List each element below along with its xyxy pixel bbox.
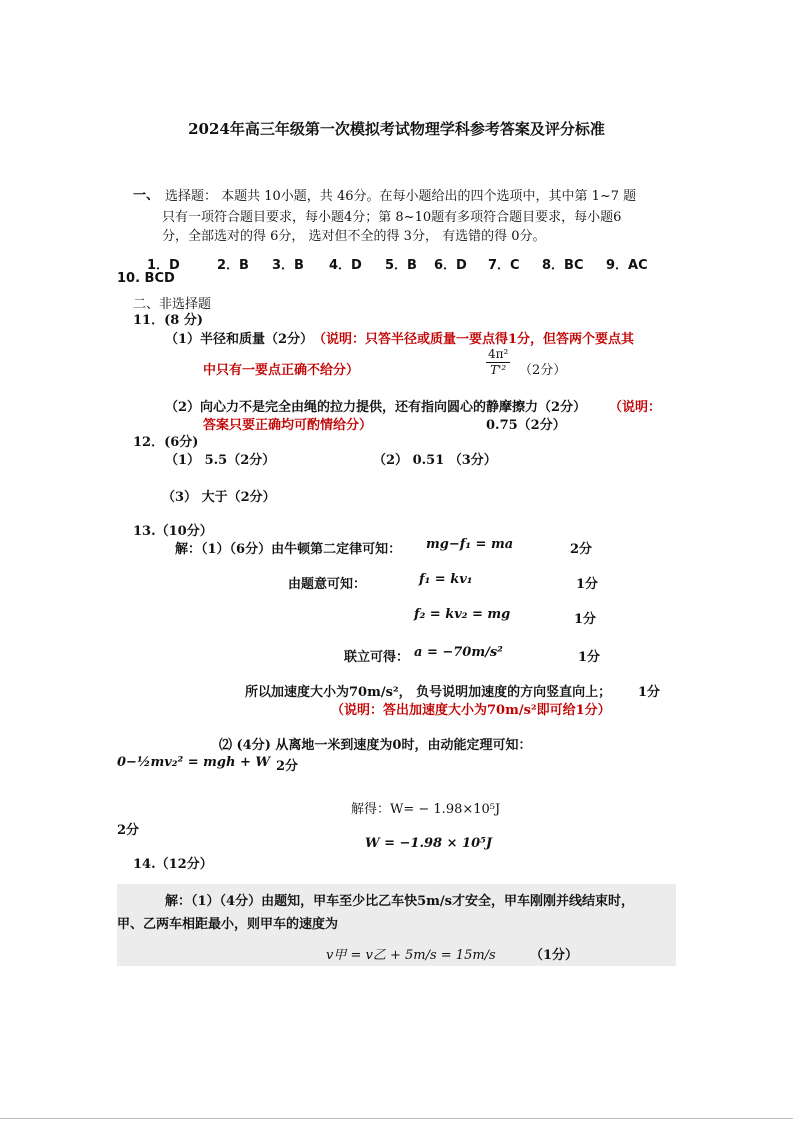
q13-step2-score: 1分 bbox=[576, 577, 599, 592]
q12-header: 12．(6分) bbox=[133, 435, 199, 450]
q13-step4-score: 1分 bbox=[578, 650, 601, 665]
q13-header: 13.（10分） bbox=[133, 524, 213, 539]
answer-7: 7．C bbox=[488, 258, 520, 273]
answer-1: 1．D bbox=[147, 258, 180, 273]
q13-step1-label: 解：（1）（6分）由牛顿第二定律可知： bbox=[175, 542, 402, 557]
q13-step3-score: 1分 bbox=[574, 612, 597, 627]
q11-p2-note-a: （说明： bbox=[609, 400, 662, 415]
q11-p1-note-b: 中只有一要点正确不给分） bbox=[203, 363, 360, 378]
answer-10: 10. BCD bbox=[117, 271, 175, 286]
q13-part2-score: 2分 bbox=[276, 759, 299, 774]
q11-header: 11．(8 分) bbox=[133, 313, 203, 328]
answer-2: 2．B bbox=[217, 258, 249, 273]
q13-step2-label: 由题意可知： bbox=[288, 577, 367, 592]
q14-header: 14.（12分） bbox=[133, 857, 213, 872]
q13-step2-equation: f₁ = kv₁ bbox=[419, 572, 473, 587]
q11-p2-note-b: 答案只要正确均可酌情给分） bbox=[203, 418, 373, 433]
answer-8: 8．BC bbox=[542, 258, 584, 273]
q13-solve-score: 2分 bbox=[117, 823, 140, 838]
q13-conclusion: 所以加速度大小为70m/s²， 负号说明加速度的方向竖直向上； bbox=[245, 685, 612, 700]
section2-label: 二、非选择题 bbox=[133, 297, 212, 312]
q13-step4-label: 联立可得： bbox=[344, 650, 410, 665]
page-title: 2024年高三年级第一次模拟考试物理学科参考答案及评分标准 bbox=[188, 120, 605, 138]
q13-step1-score: 2分 bbox=[570, 542, 593, 557]
section1-line3: 分，全部选对的得 6分， 选对但不全的得 3分， 有选错的得 0分。 bbox=[162, 229, 546, 244]
q12-answer-3: （3） 大于（2分） bbox=[162, 490, 276, 505]
q11-p2-text: （2）向心力不是完全由绳的拉力提供，还有指向圆心的静摩擦力（2分） bbox=[165, 400, 587, 415]
answer-6: 6．D bbox=[434, 258, 467, 273]
q11-p2-value: 0.75（2分） bbox=[486, 418, 566, 433]
q11-p1-text: （1）半径和质量（2分） bbox=[165, 332, 314, 347]
q12-answer-2: （2） 0.51 （3分） bbox=[373, 453, 497, 468]
q13-part2-equation: 0−½mv₂² = mgh + W bbox=[117, 755, 270, 770]
q13-note: （说明：答出加速度大小为70m/s²即可给1分） bbox=[331, 703, 611, 718]
section1-label: 一、 bbox=[133, 188, 160, 203]
q11-p1-note-a: （说明：只答半径或质量一要点得1分，但答两个要点其 bbox=[313, 332, 635, 347]
answer-3: 3．B bbox=[272, 258, 304, 273]
answer-4: 4．D bbox=[329, 258, 362, 273]
page-bottom-divider bbox=[0, 1118, 793, 1119]
q13-solve-label: 解得：W= − 1.98×10⁵J bbox=[351, 802, 501, 817]
q14-line2: 甲、乙两车相距最小，则甲车的速度为 bbox=[117, 917, 339, 932]
q11-frac-num: 4π² bbox=[488, 347, 509, 361]
q14-equation-score: （1分） bbox=[530, 948, 579, 963]
q13-solve-equation: W = −1.98 × 10⁵J bbox=[365, 836, 492, 851]
q13-part2-label: ⑵ (4分) 从离地一米到速度为0时，由动能定理可知： bbox=[219, 738, 532, 753]
section1-line2: 只有一项符合题目要求，每小题4分；第 8~10题有多项符合题目要求，每小题6 bbox=[162, 210, 622, 225]
q12-answer-1: （1） 5.5（2分） bbox=[165, 453, 276, 468]
q11-frac-den: T'² bbox=[490, 363, 507, 377]
q13-step3-equation: f₂ = kv₂ = mg bbox=[414, 607, 511, 622]
q13-step1-equation: mg−f₁ = ma bbox=[426, 537, 514, 552]
q14-line1: 解：（1）（4分）由题知，甲车至少比乙车快5m/s才安全，甲车刚刚并线结束时， bbox=[165, 894, 634, 909]
answer-9: 9．AC bbox=[606, 258, 648, 273]
q13-conclusion-score: 1分 bbox=[638, 685, 661, 700]
q13-step4-equation: a = −70m/s² bbox=[414, 645, 503, 660]
q11-fraction bbox=[486, 347, 510, 378]
answer-5: 5．B bbox=[385, 258, 417, 273]
q11-frac-score: （2分） bbox=[519, 363, 567, 378]
section1-line1: 选择题： 本题共 10小题，共 46分。在每小题给出的四个选项中，其中第 1~7 题 bbox=[165, 189, 637, 204]
q14-equation: v甲 = v乙 + 5m/s = 15m/s bbox=[326, 948, 496, 963]
